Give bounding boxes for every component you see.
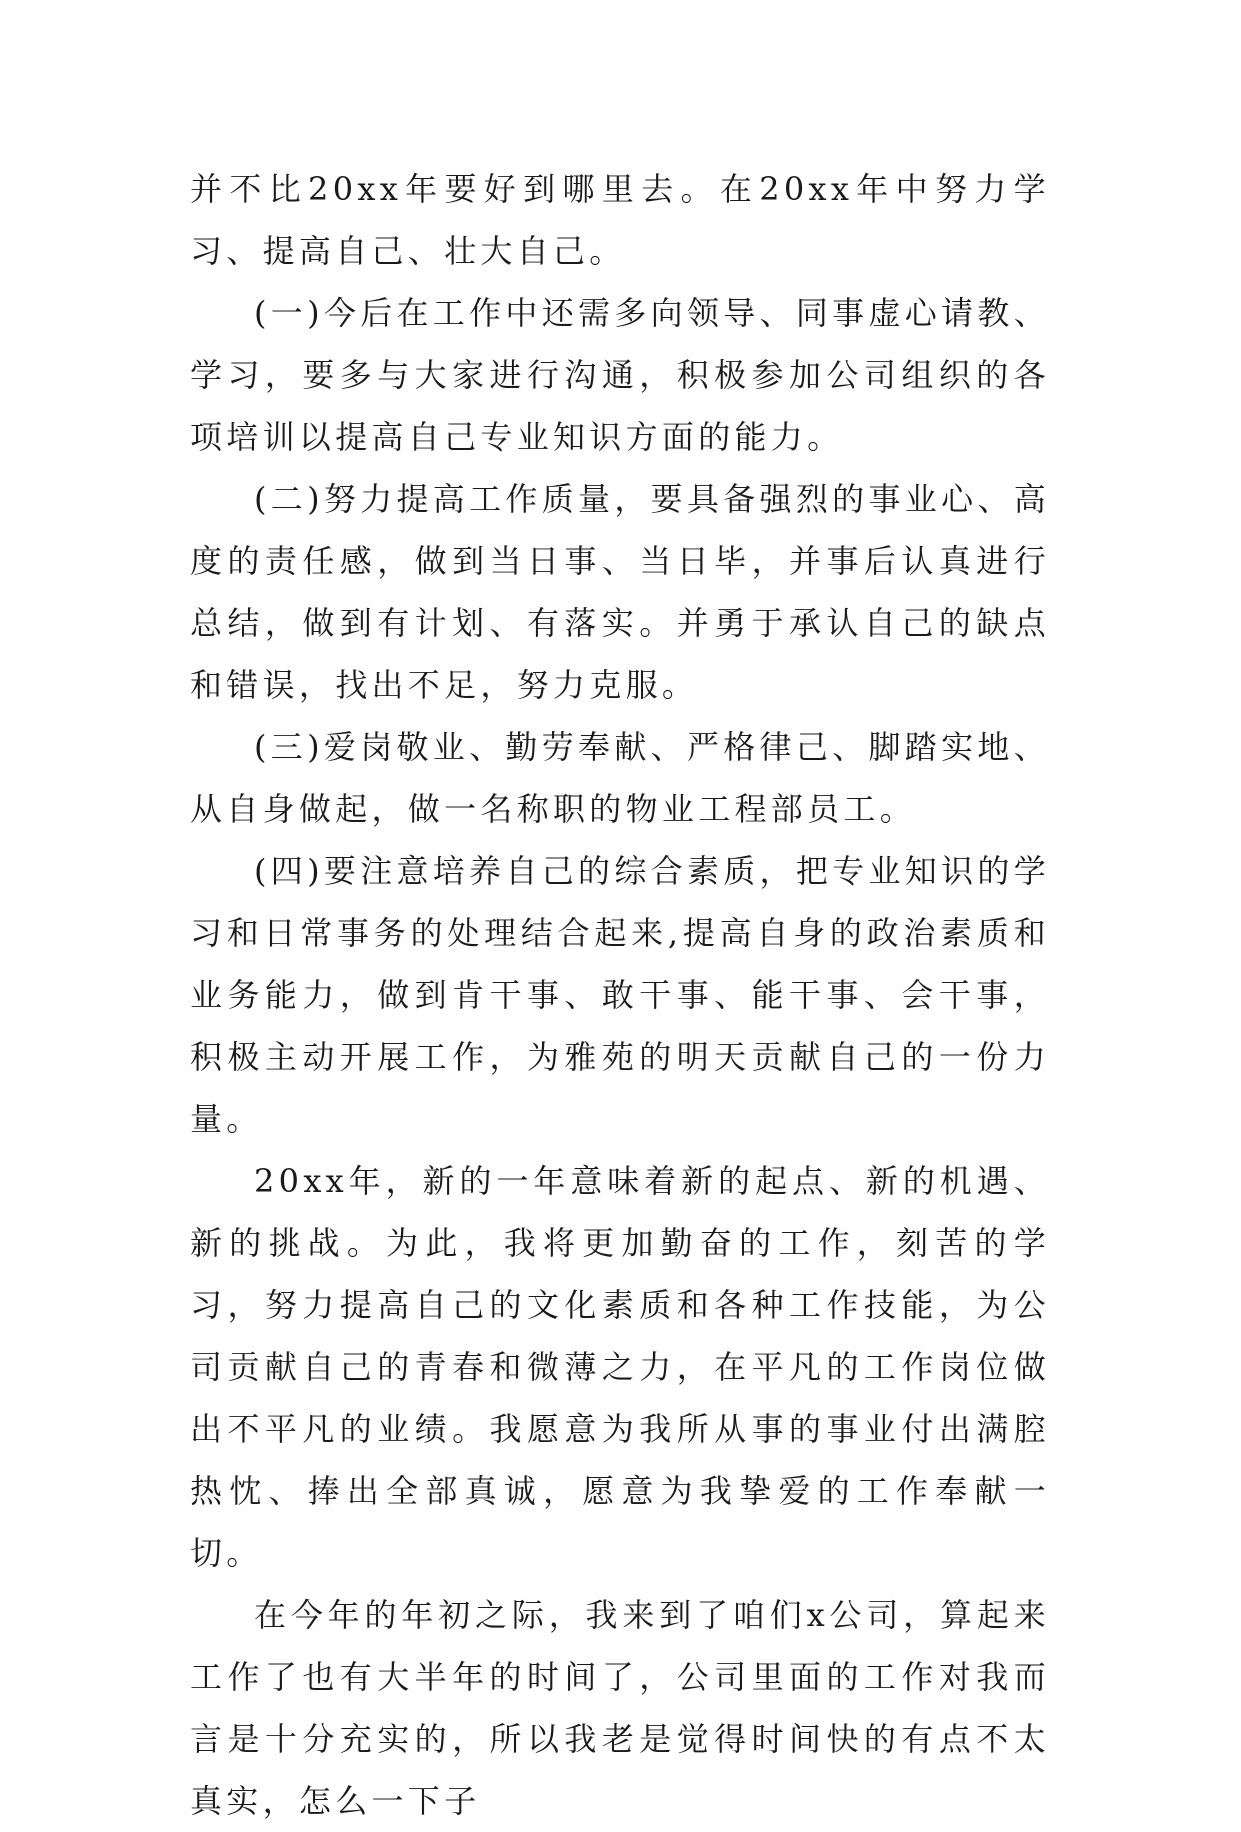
document-body <box>190 158 1050 1832</box>
paragraph-7: 在今年的年初之际，我来到了咱们x公司，算起来工作了也有大半年的时间了，公司里面的工作对我而言是十分充实的，所以我老是觉得时间快的有点不太真实，怎么一下子 <box>190 1596 1050 1820</box>
paragraph-4: (三)爱岗敬业、勤劳奉献、严格律己、脚踏实地、从自身做起，做一名称职的物业工程部员工。 <box>190 728 1050 828</box>
paragraph-6: 20xx年，新的一年意味着新的起点、新的机遇、新的挑战。为此，我将更加勤奋的工作，刻苦的学习，努力提高自己的文化素质和各种工作技能，为公司贡献自己的青春和微薄之力，在平凡的工作岗位做出不平凡的业绩。我愿意为我所从事的事业付出满腔热忱、捧出全部真诚，愿意为我挚爱的工作奉献一切。 <box>190 1162 1050 1572</box>
paragraph-1: 并不比20xx年要好到哪里去。在20xx年中努力学习、提高自己、壮大自己。 <box>190 170 1050 270</box>
paragraph-2: (一)今后在工作中还需多向领导、同事虚心请教、学习，要多与大家进行沟通，积极参加公司组织的各项培训以提高自己专业知识方面的能力。 <box>190 294 1050 456</box>
paragraph-5: (四)要注意培养自己的综合素质，把专业知识的学习和日常事务的处理结合起来,提高自身的政治素质和业务能力，做到肯干事、敢干事、能干事、会干事，积极主动开展工作，为雅苑的明天贡献自己的一份力量。 <box>190 852 1050 1138</box>
paragraph-3: (二)努力提高工作质量，要具备强烈的事业心、高度的责任感，做到当日事、当日毕，并事后认真进行总结，做到有计划、有落实。并勇于承认自己的缺点和错误，找出不足，努力克服。 <box>190 480 1050 704</box>
